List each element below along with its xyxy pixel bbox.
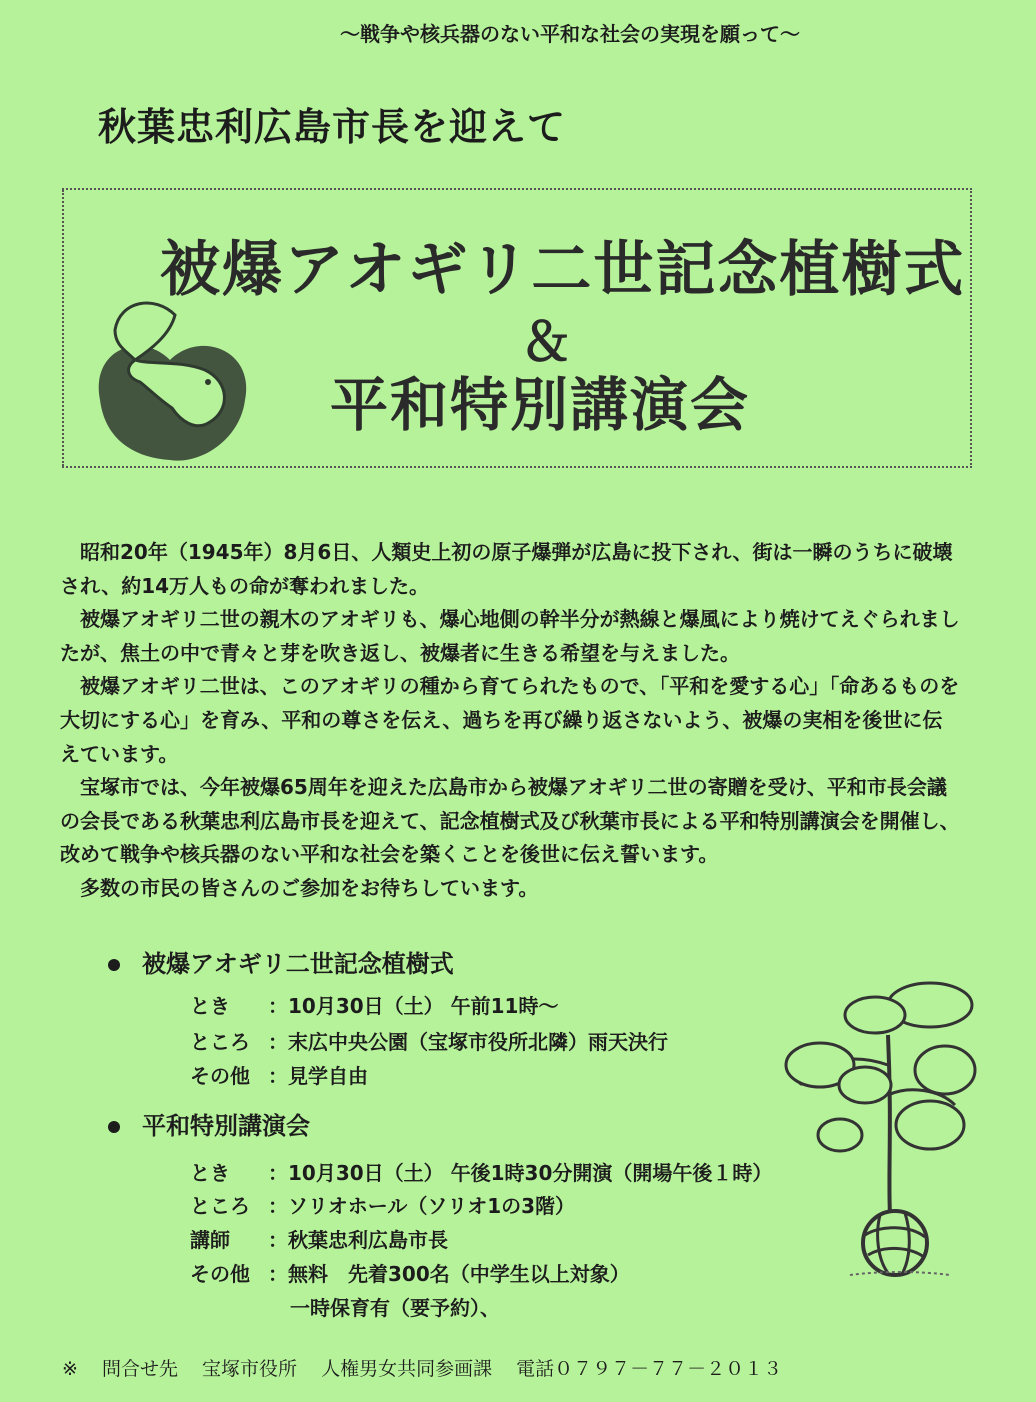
event1-where-row [190, 1026, 668, 1055]
event2-when-row [190, 1157, 772, 1186]
event2-where: ：ソリオホール（ソリオ1の3階） [268, 1194, 576, 1218]
contact-label: 問合せ先 [101, 1358, 178, 1380]
event2-speaker-row [190, 1224, 448, 1253]
sapling-icon [780, 975, 980, 1285]
event2-heading [108, 1106, 310, 1141]
body-paragraph: 昭和20年（1945年）8月6日、人類史上初の原子爆弾が広島に投下され、街は一瞬のうちに破壊され、約14万人もの命が奪われました。 [60, 540, 953, 598]
body-paragraph: 被爆アオギリ二世は、このアオギリの種から育てられたもので、「平和を愛する心」「命あるものを大切にする心」を育み、平和の尊さを伝え、過ちを再び繰り返さないよう、被爆の実相を後世に伝えています。 [60, 674, 960, 766]
body-paragraph: 宝塚市では、今年被爆65周年を迎えた広島市から被爆アオギリ二世の寄贈を受け、平和市長会議の会長である秋葉忠利広島市長を迎えて、記念植樹式及び秋葉市長による平和特別講演会を開催し、改めて戦争や核兵器のない平和な社会を築くことを後世に伝え誓います。 [60, 775, 960, 867]
subtitle: 秋葉忠利広島市長を迎えて [98, 105, 567, 149]
event1-where-label: ところ [190, 1030, 250, 1054]
event2-other-label: その他 [190, 1262, 250, 1286]
tagline: ～戦争や核兵器のない平和な社会の実現を願って～ [340, 22, 800, 46]
event1-heading [108, 944, 454, 979]
body-paragraph: 被爆アオギリ二世の親木のアオギリも、爆心地側の幹半分が熱線と爆風により焼けてえぐられましたが、焦土の中で青々と芽を吹き返し、被爆者に生きる希望を与えました。 [60, 607, 960, 665]
event2-speaker: ：秋葉忠利広島市長 [268, 1228, 448, 1252]
event2-other2: 一時保育有（要予約）、 [290, 1296, 500, 1320]
event2-other-row [190, 1258, 630, 1287]
bullet-icon [108, 1121, 120, 1133]
event2-other2-row [290, 1292, 500, 1321]
event1-title: 被爆アオギリ二世記念植樹式 [142, 950, 454, 978]
contact-office: 宝塚市役所 [202, 1358, 298, 1380]
contact-department: 人権男女共同参画課 [321, 1358, 493, 1380]
event2-where-row [190, 1190, 575, 1219]
event2-title: 平和特別講演会 [142, 1112, 310, 1140]
event2-other: ：無料 先着300名（中学生以上対象） [268, 1262, 630, 1286]
contact-footer [62, 1354, 800, 1381]
event2-when: ：10月30日（土） 午後1時30分開演（開場午後１時） [268, 1161, 773, 1185]
bullet-icon [108, 959, 120, 971]
event2-where-label: ところ [190, 1194, 250, 1218]
event1-when-label: とき [190, 994, 230, 1018]
main-title-ampersand: ＆ [520, 313, 575, 373]
event1-when: ：10月30日（土） 午前11時～ [268, 994, 559, 1018]
main-title-line-1: 被爆アオギリ二世記念植樹式 [160, 235, 966, 305]
body-text [60, 536, 960, 906]
event1-other: ：見学自由 [268, 1064, 368, 1088]
event1-when-row [190, 990, 558, 1019]
contact-phone: 電話０７９７－７７－２０１３ [516, 1358, 783, 1380]
dove-icon [80, 290, 260, 470]
event2-when-label: とき [190, 1161, 230, 1185]
event1-other-label: その他 [190, 1064, 250, 1088]
event1-where: ：末広中央公園（宝塚市役所北隣）雨天決行 [268, 1030, 668, 1054]
body-paragraph: 多数の市民の皆さんのご参加をお待ちしています。 [80, 875, 539, 900]
event1-other-row [190, 1060, 368, 1089]
note-mark: ※ [62, 1358, 78, 1380]
main-title-line-2: 平和特別講演会 [330, 371, 751, 439]
event2-speaker-label: 講師 [190, 1228, 230, 1252]
